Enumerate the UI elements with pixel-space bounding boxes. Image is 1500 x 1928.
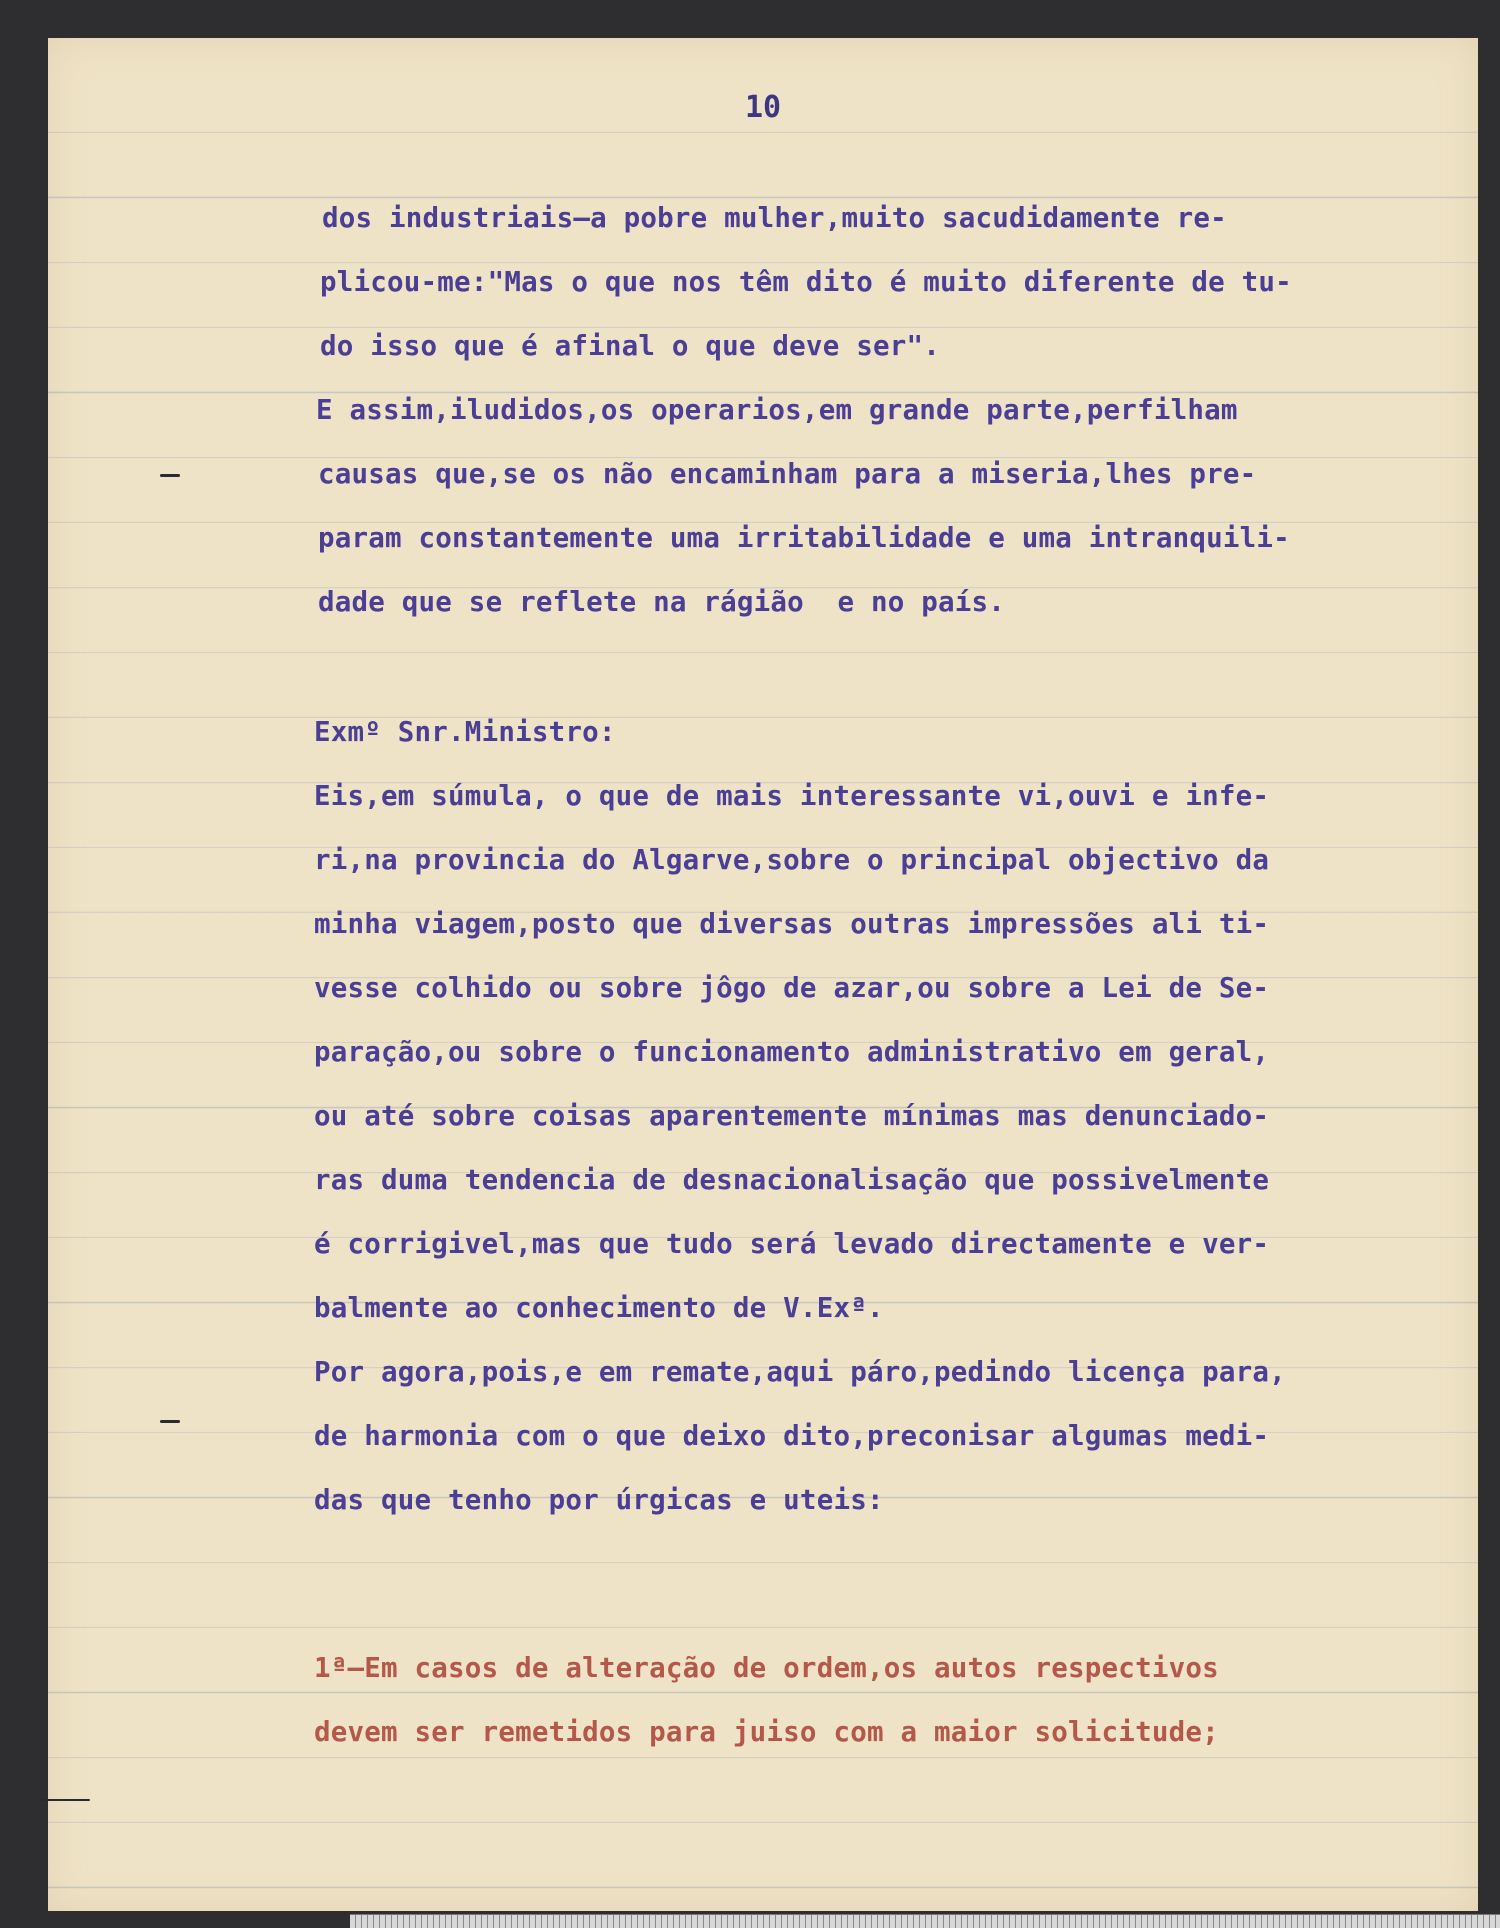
text-line: dos industriais—a pobre mulher,muito sacudidamente re- (322, 202, 1227, 234)
text-line: das que tenho por úrgicas e uteis: (314, 1484, 884, 1516)
text-line: vesse colhido ou sobre jôgo de azar,ou sobre a Lei de Se- (314, 972, 1270, 1004)
text-line: é corrigivel,mas que tudo será levado directamente e ver- (314, 1228, 1270, 1260)
text-line: Eis,em súmula, o que de mais interessante vi,ouvi e infe- (314, 780, 1270, 812)
measure-item-1-continued: devem ser remetidos para juiso com a maior solicitude; (314, 1716, 1219, 1748)
text-line: ras duma tendencia de desnacionalisação que possivelmente (314, 1164, 1270, 1196)
text-line: de harmonia com o que deixo dito,preconisar algumas medi- (314, 1420, 1270, 1452)
punch-hole-mark (160, 474, 180, 477)
measure-item-1: 1ª—Em casos de alteração de ordem,os autos respectivos (314, 1652, 1219, 1684)
text-line: dade que se reflete na rágião e no país. (318, 586, 1006, 618)
text-line: ou até sobre coisas aparentemente mínimas mas denunciado- (314, 1100, 1270, 1132)
text-line: plicou-me:"Mas o que nos têm dito é muito diferente de tu- (320, 266, 1292, 298)
text-line: paração,ou sobre o funcionamento administrativo em geral, (314, 1036, 1270, 1068)
text-line: minha viagem,posto que diversas outras impressões ali ti- (314, 908, 1270, 940)
text-line: Por agora,pois,e em remate,aqui páro,pedindo licença para, (314, 1356, 1286, 1388)
scan-scale-bar (350, 1914, 1500, 1928)
text-line: causas que,se os não encaminham para a miseria,lhes pre- (318, 458, 1257, 490)
document-page (48, 38, 1478, 1911)
text-line: do isso que é afinal o que deve ser". (320, 330, 940, 362)
page-number: 10 (744, 90, 782, 125)
text-line: E assim,iludidos,os operarios,em grande parte,perfilham (316, 394, 1238, 426)
edge-mark (40, 1799, 90, 1801)
salutation: Exmº Snr.Ministro: (314, 716, 616, 748)
text-line: param constantemente uma irritabilidade e uma intranquili- (318, 522, 1290, 554)
punch-hole-mark (160, 1420, 180, 1423)
text-line: balmente ao conhecimento de V.Exª. (314, 1292, 884, 1324)
text-line: ri,na provincia do Algarve,sobre o principal objectivo da (314, 844, 1270, 876)
